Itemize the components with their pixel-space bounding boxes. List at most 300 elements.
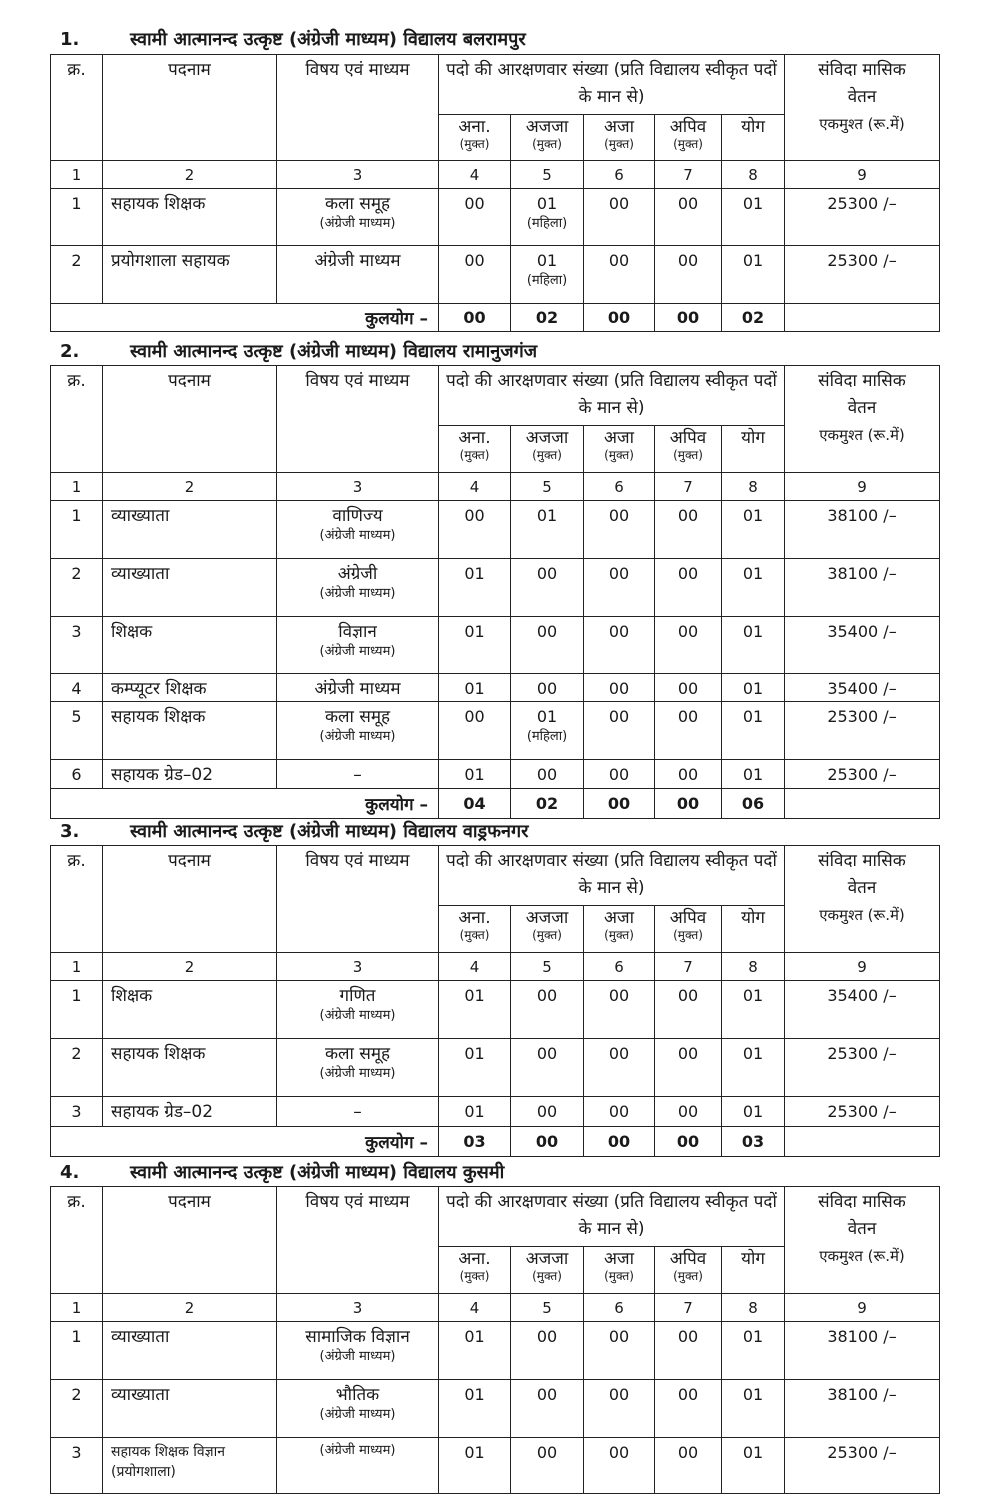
cell-apiv: 00 [655,559,722,617]
cell-sr: 1 [51,981,103,1039]
subject-name: विज्ञान [338,622,377,642]
total-una: 04 [439,789,511,819]
cell-apiv: 00 [655,189,722,246]
cell-subject [277,674,439,702]
pay-line-3: एकमुश्त (रू.में) [819,1247,905,1265]
total-aja: 00 [584,789,655,819]
category-name: योग [741,908,765,928]
section-title [60,820,529,844]
cell-una: 00 [439,246,511,304]
category-note: (मुक्त) [532,928,562,942]
category-header [439,426,511,473]
cell-sr: 3 [51,1438,103,1494]
cell-una: 01 [439,1438,511,1494]
subject-name: – [353,1102,362,1122]
category-header [439,906,511,953]
header-pay [785,55,940,161]
cell-ajja [511,189,584,246]
cell-una: 00 [439,501,511,559]
subject-name: भौतिक [335,1385,380,1405]
subject-name: गणित [339,986,376,1006]
category-name: अना. [458,1249,491,1269]
index-cell: 4 [439,473,511,501]
cell-yog: 01 [722,617,785,674]
total-ajja: 00 [511,1127,584,1157]
cell-pay: 38100 /– [785,1380,940,1438]
cell-aja: 00 [584,1039,655,1097]
header-subject: विषय एवं माध्यम [277,846,439,953]
total-ajja: 02 [511,789,584,819]
table-row [51,1438,940,1494]
header-post: पदनाम [103,846,277,953]
cell-sr: 3 [51,617,103,674]
cell-aja: 00 [584,1438,655,1494]
school-name: स्वामी आत्मानन्द उत्कृष्ट (अंग्रेजी माध्यम) विद्यालय कुसमी [130,1162,505,1183]
cell-aja: 00 [584,189,655,246]
category-name: अजा [603,117,634,137]
category-name: अजा [603,908,634,928]
category-note: (मुक्त) [532,1269,562,1283]
subject-medium: (अंग्रेजी माध्यम) [319,1349,396,1364]
total-row [51,304,940,332]
subject-medium: (अंग्रेजी माध्यम) [319,1443,396,1458]
cell-yog: 01 [722,246,785,304]
header-row [51,55,940,115]
posts-table [50,1186,940,1494]
ajja-value: 01 [536,251,558,270]
table-row [51,189,940,246]
cell-sr: 6 [51,760,103,789]
section-title [60,1161,504,1185]
cell-ajja [511,981,584,1039]
header-reservation: पदो की आरक्षणवार संख्या (प्रति विद्यालय स्वीकृत पदों के मान से) [439,366,785,426]
cell-apiv: 00 [655,702,722,760]
ajja-note: (महिला) [526,216,568,231]
index-cell: 5 [511,953,584,981]
total-ajja: 02 [511,304,584,332]
pay-line-2: वेतन [847,87,877,107]
category-note: (मुक्त) [604,1269,634,1283]
posts-table [50,54,940,332]
category-header [655,1247,722,1294]
ajja-value: 01 [536,194,558,213]
pay-line-3: एकमुश्त (रू.में) [819,115,905,133]
cell-subject [277,501,439,559]
cell-ajja [511,246,584,304]
cell-yog: 01 [722,1380,785,1438]
cell-aja: 00 [584,702,655,760]
table-row [51,501,940,559]
index-cell: 2 [103,953,277,981]
category-header [722,906,785,953]
cell-pay: 25300 /– [785,189,940,246]
cell-yog: 01 [722,1097,785,1127]
cell-post: कम्प्यूटर शिक्षक [103,674,277,702]
index-cell: 7 [655,953,722,981]
index-cell: 6 [584,953,655,981]
cell-apiv: 00 [655,760,722,789]
cell-yog: 01 [722,1322,785,1380]
cell-subject [277,617,439,674]
table-row [51,674,940,702]
cell-ajja [511,617,584,674]
header-post: पदनाम [103,366,277,473]
index-cell: 7 [655,473,722,501]
school-name: स्वामी आत्मानन्द उत्कृष्ट (अंग्रेजी माध्यम) विद्यालय बलरामपुर [130,29,526,50]
cell-ajja [511,674,584,702]
cell-subject [277,246,439,304]
cell-post: सहायक शिक्षक [103,702,277,760]
index-cell: 1 [51,1294,103,1322]
subject-medium: (अंग्रेजी माध्यम) [319,644,396,659]
cell-sr: 2 [51,246,103,304]
table-row [51,617,940,674]
ajja-value: 01 [536,707,558,726]
index-cell: 2 [103,1294,277,1322]
subject-name: कला समूह [324,707,391,727]
cell-una: 01 [439,1322,511,1380]
category-note: (मुक्त) [459,928,490,942]
cell-ajja [511,1322,584,1380]
cell-post: व्याख्याता [103,501,277,559]
ajja-value: 00 [536,1102,558,1121]
cell-post: सहायक शिक्षक विज्ञान (प्रयोगशाला) [103,1438,277,1494]
cell-yog: 01 [722,981,785,1039]
cell-una: 01 [439,1097,511,1127]
total-apiv: 00 [655,1127,722,1157]
index-cell: 8 [722,161,785,189]
index-cell: 2 [103,161,277,189]
header-row [51,1187,940,1247]
index-cell: 9 [785,473,940,501]
index-cell: 9 [785,953,940,981]
index-cell: 3 [277,161,439,189]
index-cell: 4 [439,161,511,189]
category-note: (मुक्त) [673,928,703,942]
category-header [655,426,722,473]
category-note: (मुक्त) [673,137,703,151]
cell-pay: 35400 /– [785,674,940,702]
cell-una: 01 [439,559,511,617]
cell-aja: 00 [584,981,655,1039]
pay-line-1: संविदा मासिक [818,371,906,391]
subject-name: अंग्रेजी माध्यम [314,251,401,271]
category-header [722,115,785,161]
cell-aja: 00 [584,246,655,304]
index-cell: 6 [584,161,655,189]
school-name: स्वामी आत्मानन्द उत्कृष्ट (अंग्रेजी माध्यम) विद्यालय रामानुजगंज [130,341,538,362]
cell-aja: 00 [584,501,655,559]
cell-post: सहायक शिक्षक [103,189,277,246]
pay-line-3: एकमुश्त (रू.में) [819,906,905,924]
category-name: अना. [458,117,491,137]
cell-post: शिक्षक [103,617,277,674]
category-name: अजजा [525,117,569,137]
cell-aja: 00 [584,617,655,674]
cell-apiv: 00 [655,501,722,559]
header-pay [785,846,940,953]
header-sr: क्र. [51,1187,103,1294]
header-sr: क्र. [51,846,103,953]
index-row [51,953,940,981]
cell-una: 01 [439,760,511,789]
index-cell: 5 [511,161,584,189]
ajja-value: 00 [536,765,558,784]
index-cell: 7 [655,161,722,189]
category-name: अपिव [669,908,707,928]
ajja-value: 01 [536,506,558,525]
ajja-value: 00 [536,1044,558,1063]
ajja-value: 00 [536,986,558,1005]
cell-subject [277,981,439,1039]
category-name: अपिव [669,1249,707,1269]
subject-name: अंग्रेजी [337,564,378,584]
index-cell: 5 [511,1294,584,1322]
category-header [511,115,584,161]
cell-sr: 2 [51,1039,103,1097]
cell-apiv: 00 [655,1322,722,1380]
section-title [60,340,537,364]
cell-aja: 00 [584,674,655,702]
cell-aja: 00 [584,760,655,789]
table-row [51,559,940,617]
cell-post: प्रयोगशाला सहायक [103,246,277,304]
category-name: अपिव [669,428,707,448]
cell-ajja [511,1380,584,1438]
ajja-value: 00 [536,1443,558,1462]
category-header [584,426,655,473]
pay-line-1: संविदा मासिक [818,1192,906,1212]
index-cell: 8 [722,1294,785,1322]
category-header [511,906,584,953]
category-note: (मुक्त) [673,1269,703,1283]
cell-sr: 1 [51,189,103,246]
cell-ajja [511,1097,584,1127]
category-note: (मुक्त) [532,137,562,151]
category-name: अजा [603,428,634,448]
subject-medium: (अंग्रेजी माध्यम) [319,528,396,543]
section-title [60,28,526,52]
table-row [51,702,940,760]
cell-apiv: 00 [655,617,722,674]
ajja-value: 00 [536,1385,558,1404]
header-subject: विषय एवं माध्यम [277,55,439,161]
subject-medium: (अंग्रेजी माध्यम) [319,216,396,231]
cell-apiv: 00 [655,981,722,1039]
cell-una: 01 [439,674,511,702]
ajja-note: (महिला) [526,273,568,288]
cell-ajja [511,559,584,617]
cell-pay: 25300 /– [785,1039,940,1097]
cell-aja: 00 [584,1097,655,1127]
cell-una: 00 [439,189,511,246]
school-name: स्वामी आत्मानन्द उत्कृष्ट (अंग्रेजी माध्यम) विद्यालय वाड्रफनगर [130,821,529,842]
total-yog: 06 [722,789,785,819]
cell-una: 01 [439,1039,511,1097]
cell-subject [277,559,439,617]
category-header [584,1247,655,1294]
ajja-value: 00 [536,1327,558,1346]
total-apiv: 00 [655,304,722,332]
section-number: 4. [60,1162,80,1183]
index-cell: 3 [277,1294,439,1322]
category-name: अजजा [525,428,569,448]
category-header [722,426,785,473]
cell-ajja [511,702,584,760]
index-cell: 9 [785,1294,940,1322]
cell-pay: 25300 /– [785,246,940,304]
total-label: कुलयोग – [51,1127,439,1157]
total-apiv: 00 [655,789,722,819]
cell-sr: 4 [51,674,103,702]
cell-pay: 25300 /– [785,1097,940,1127]
category-header [439,115,511,161]
category-note: (मुक्त) [459,448,490,462]
cell-apiv: 00 [655,1438,722,1494]
table-row [51,1322,940,1380]
cell-post: व्याख्याता [103,559,277,617]
category-note: (मुक्त) [604,448,634,462]
category-header [655,906,722,953]
cell-post: सहायक शिक्षक [103,1039,277,1097]
pay-line-2: वेतन [847,1219,877,1239]
posts-table [50,365,940,819]
index-cell: 1 [51,473,103,501]
posts-table [50,845,940,1157]
cell-pay: 38100 /– [785,1322,940,1380]
pay-line-2: वेतन [847,878,877,898]
cell-pay: 35400 /– [785,617,940,674]
cell-yog: 01 [722,760,785,789]
category-note: (मुक्त) [459,137,490,151]
header-pay [785,366,940,473]
category-name: अजा [603,1249,634,1269]
table-row [51,246,940,304]
index-cell: 5 [511,473,584,501]
cell-apiv: 00 [655,674,722,702]
subject-medium: (अंग्रेजी माध्यम) [319,1066,396,1081]
cell-subject [277,1438,439,1494]
subject-medium: (अंग्रेजी माध्यम) [319,1008,396,1023]
cell-aja: 00 [584,1322,655,1380]
index-row [51,473,940,501]
header-sr: क्र. [51,55,103,161]
cell-yog: 01 [722,559,785,617]
category-note: (मुक्त) [459,1269,490,1283]
category-header [511,1247,584,1294]
header-subject: विषय एवं माध्यम [277,1187,439,1294]
category-header [584,906,655,953]
category-note: (मुक्त) [673,448,703,462]
cell-post: व्याख्याता [103,1380,277,1438]
total-pay-empty [785,1127,940,1157]
category-name: योग [741,428,765,448]
header-reservation: पदो की आरक्षणवार संख्या (प्रति विद्यालय स्वीकृत पदों के मान से) [439,846,785,906]
cell-una: 01 [439,981,511,1039]
header-sr: क्र. [51,366,103,473]
header-reservation: पदो की आरक्षणवार संख्या (प्रति विद्यालय स्वीकृत पदों के मान से) [439,55,785,115]
ajja-value: 00 [536,679,558,698]
index-row [51,161,940,189]
cell-post: सहायक ग्रेड–02 [103,1097,277,1127]
pay-line-3: एकमुश्त (रू.में) [819,426,905,444]
cell-sr: 2 [51,559,103,617]
category-name: अना. [458,908,491,928]
cell-yog: 01 [722,1039,785,1097]
cell-sr: 1 [51,501,103,559]
index-cell: 9 [785,161,940,189]
section-number: 1. [60,29,80,50]
cell-una: 01 [439,1380,511,1438]
table-row [51,1097,940,1127]
total-aja: 00 [584,304,655,332]
subject-medium: (अंग्रेजी माध्यम) [319,586,396,601]
cell-ajja [511,1039,584,1097]
cell-pay: 25300 /– [785,702,940,760]
cell-ajja [511,1438,584,1494]
cell-sr: 1 [51,1322,103,1380]
subject-name: सामाजिक विज्ञान [305,1327,410,1347]
subject-medium: (अंग्रेजी माध्यम) [319,729,396,744]
cell-subject [277,189,439,246]
header-post: पदनाम [103,1187,277,1294]
total-una: 00 [439,304,511,332]
ajja-value: 00 [536,564,558,583]
category-name: अजजा [525,908,569,928]
category-header [655,115,722,161]
total-una: 03 [439,1127,511,1157]
cell-apiv: 00 [655,1380,722,1438]
subject-name: वाणिज्य [332,506,383,526]
cell-pay: 38100 /– [785,501,940,559]
subject-name: – [353,765,362,785]
index-cell: 4 [439,953,511,981]
index-cell: 1 [51,953,103,981]
total-aja: 00 [584,1127,655,1157]
cell-post: सहायक ग्रेड–02 [103,760,277,789]
cell-yog: 01 [722,702,785,760]
header-subject: विषय एवं माध्यम [277,366,439,473]
cell-pay: 38100 /– [785,559,940,617]
cell-subject [277,1322,439,1380]
index-cell: 6 [584,473,655,501]
index-cell: 8 [722,953,785,981]
cell-sr: 3 [51,1097,103,1127]
index-cell: 3 [277,473,439,501]
total-label: कुलयोग – [51,304,439,332]
table-row [51,981,940,1039]
ajja-value: 00 [536,622,558,641]
total-pay-empty [785,304,940,332]
cell-pay: 25300 /– [785,1438,940,1494]
cell-una: 00 [439,702,511,760]
header-reservation: पदो की आरक्षणवार संख्या (प्रति विद्यालय स्वीकृत पदों के मान से) [439,1187,785,1247]
cell-aja: 00 [584,559,655,617]
pay-line-1: संविदा मासिक [818,851,906,871]
category-name: अजजा [525,1249,569,1269]
cell-subject [277,760,439,789]
category-name: योग [741,117,765,137]
pay-line-1: संविदा मासिक [818,60,906,80]
category-note: (मुक्त) [532,448,562,462]
subject-name: अंग्रेजी माध्यम [314,679,401,699]
table-row [51,760,940,789]
category-name: अपिव [669,117,707,137]
cell-una: 01 [439,617,511,674]
category-note: (मुक्त) [604,137,634,151]
header-pay [785,1187,940,1294]
category-name: अना. [458,428,491,448]
